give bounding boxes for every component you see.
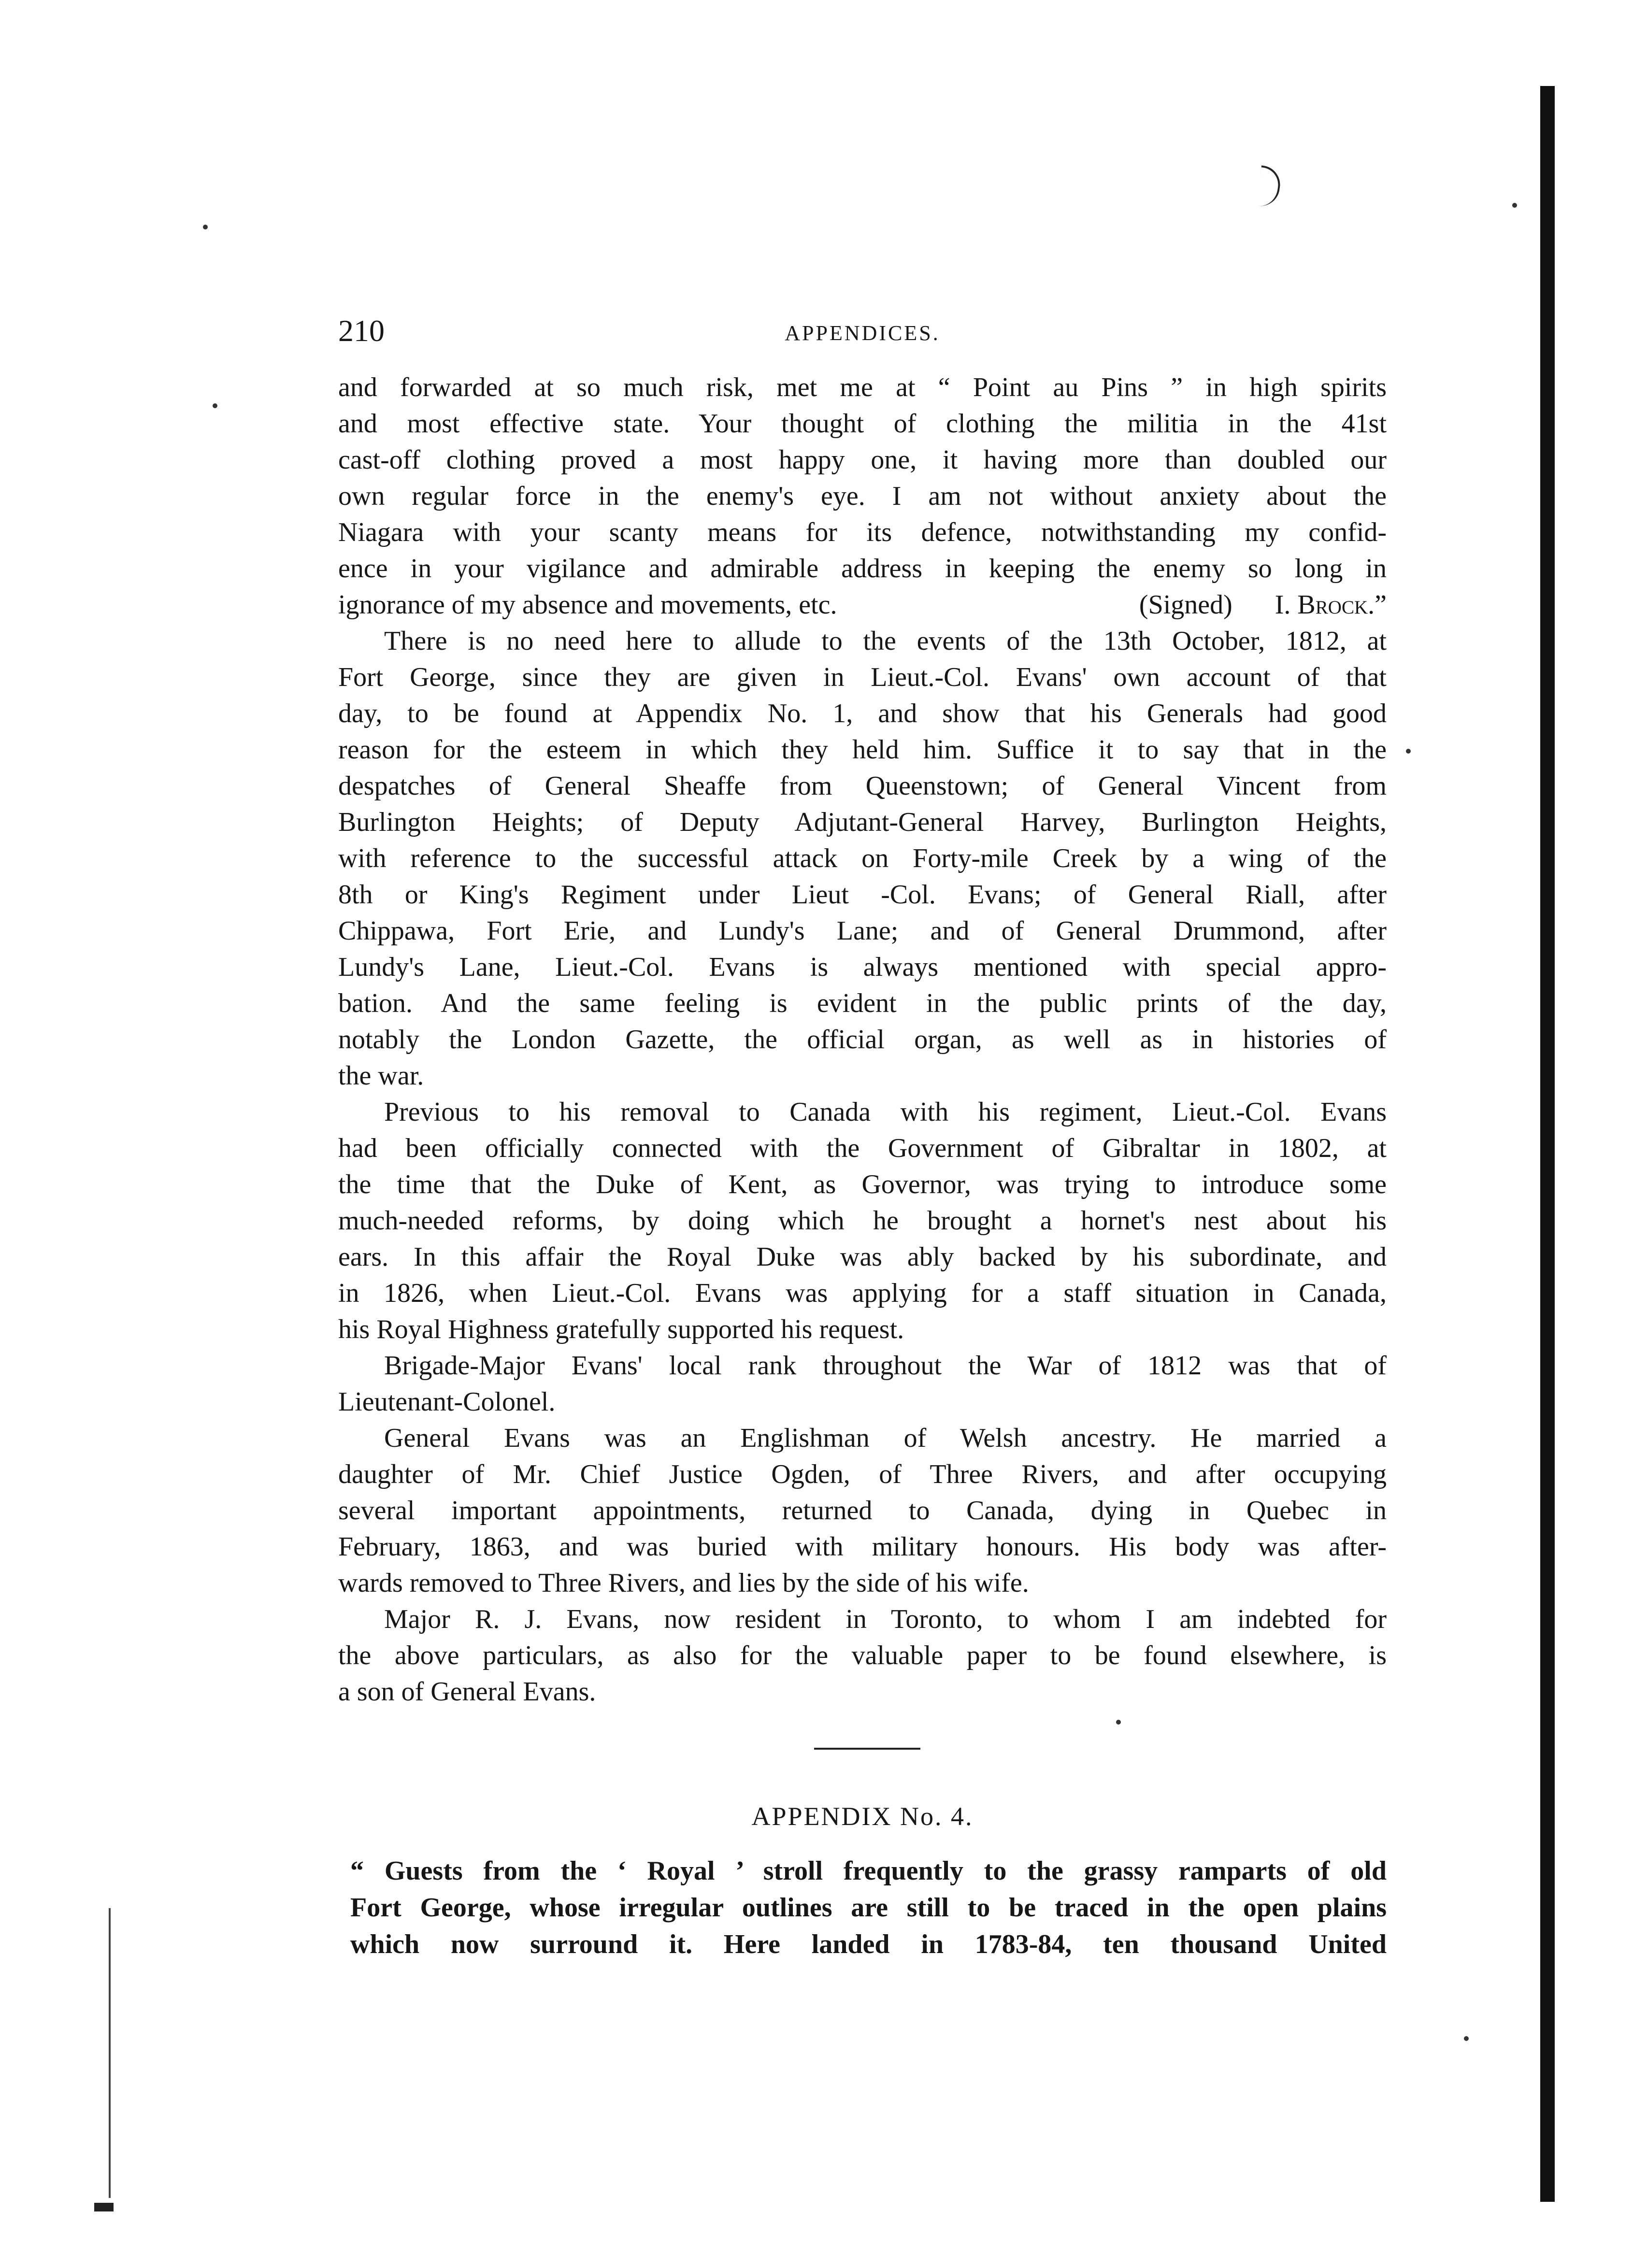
text-line: the time that the Duke of Kent, as Governor, was trying to introduce some	[338, 1170, 1387, 1199]
text-line: Lieutenant-Colonel.	[338, 1387, 556, 1417]
text-line: reason for the esteem in which they held him. Suffice it to say that in the	[338, 735, 1387, 765]
dust-speck	[1512, 203, 1517, 208]
text-line: and forwarded at so much risk, met me at “ Point au Pins ” in high spirits	[338, 372, 1387, 402]
text-line: Lundy's Lane, Lieut.-Col. Evans is always mentioned with special appro-	[338, 952, 1387, 982]
text-line: had been officially connected with the Government of Gibraltar in 1802, at	[338, 1133, 1387, 1163]
text-line: which now surround it. Here landed in 1783-84, ten thousand United	[350, 1929, 1387, 1959]
page-edge-shadow	[1540, 86, 1555, 2202]
text-line: ence in your vigilance and admirable address in keeping the enemy so long in	[338, 554, 1387, 584]
text-line: in 1826, when Lieut.-Col. Evans was applying for a staff situation in Canada,	[338, 1278, 1387, 1308]
text-line: 8th or King's Regiment under Lieut -Col. Evans; of General Riall, after	[338, 880, 1387, 910]
text-line: Fort George, since they are given in Lieut.-Col. Evans' own account of that	[338, 662, 1387, 692]
text-line: the war.	[338, 1061, 424, 1091]
text-line: Niagara with your scanty means for its defence, notwithstanding my confid-	[338, 517, 1387, 547]
section-divider	[814, 1748, 920, 1750]
text-line: cast-off clothing proved a most happy one, it having more than doubled our	[338, 445, 1387, 475]
text-line: notably the London Gazette, the official organ, as well as in histories of	[338, 1025, 1387, 1055]
text-line: bation. And the same feeling is evident in the public prints of the day,	[338, 988, 1387, 1018]
text-line: General Evans was an Englishman of Welsh ancestry. He married a	[384, 1423, 1387, 1453]
text-line: own regular force in the enemy's eye. I am not without anxiety about the	[338, 481, 1387, 511]
dust-speck	[1464, 2036, 1469, 2041]
text-line: his Royal Highness gratefully supported his request.	[338, 1314, 904, 1344]
text-line: with reference to the successful attack on Forty-mile Creek by a wing of the	[338, 843, 1387, 873]
text-line: day, to be found at Appendix No. 1, and show that his Generals had good	[338, 699, 1387, 728]
signature-name: I. Brock.”	[1275, 590, 1387, 620]
page-number: 210	[338, 314, 385, 348]
signature-signed: (Signed)	[1139, 590, 1232, 620]
signature-line	[338, 587, 1387, 623]
text-line: despatches of General Sheaffe from Queenstown; of General Vincent from	[338, 771, 1387, 801]
text-line: Burlington Heights; of Deputy Adjutant-General Harvey, Burlington Heights,	[338, 807, 1387, 837]
text-line: Brigade-Major Evans' local rank throughout the War of 1812 was that of	[384, 1351, 1387, 1381]
text-line: several important appointments, returned to Canada, dying in Quebec in	[338, 1496, 1387, 1526]
text-line: Major R. J. Evans, now resident in Toronto, to whom I am indebted for	[384, 1604, 1387, 1634]
dust-speck	[1406, 749, 1411, 754]
binding-edge-shadow	[109, 1908, 111, 2198]
dust-speck	[1116, 1720, 1121, 1725]
appendix-text	[350, 1853, 1387, 1963]
text-line: Previous to his removal to Canada with his regiment, Lieut.-Col. Evans	[384, 1097, 1387, 1127]
text-line: a son of General Evans.	[338, 1677, 596, 1707]
page-header	[338, 309, 1387, 353]
text-line: daughter of Mr. Chief Justice Ogden, of Three Rivers, and after occupying	[338, 1459, 1387, 1489]
text-line: Chippawa, Fort Erie, and Lundy's Lane; and of General Drummond, after	[338, 916, 1387, 946]
text-line: ears. In this affair the Royal Duke was ably backed by his subordinate, and	[338, 1242, 1387, 1272]
text-line: Fort George, whose irregular outlines are still to be traced in the open plains	[350, 1893, 1387, 1923]
body-text	[338, 370, 1387, 1710]
text-line: “ Guests from the ‘ Royal ’ stroll frequently to the grassy ramparts of old	[350, 1856, 1387, 1886]
dust-speck	[203, 225, 208, 229]
corner-mark	[94, 2203, 114, 2211]
appendix-heading: APPENDIX No. 4.	[751, 1802, 974, 1831]
signature-text: ignorance of my absence and movements, etc.	[338, 590, 837, 620]
text-line: February, 1863, and was buried with military honours. His body was after-	[338, 1532, 1387, 1562]
dust-speck	[213, 403, 217, 408]
running-head: APPENDICES.	[785, 321, 940, 345]
text-line: There is no need here to allude to the events of the 13th October, 1812, at	[384, 626, 1387, 656]
text-line: the above particulars, as also for the valuable paper to be found elsewhere, is	[338, 1640, 1387, 1670]
text-line: and most effective state. Your thought of clothing the militia in the 41st	[338, 409, 1387, 439]
text-line: wards removed to Three Rivers, and lies by the side of his wife.	[338, 1568, 1029, 1598]
scan-mark	[1256, 165, 1282, 208]
text-line: much-needed reforms, by doing which he brought a hornet's nest about his	[338, 1206, 1387, 1236]
